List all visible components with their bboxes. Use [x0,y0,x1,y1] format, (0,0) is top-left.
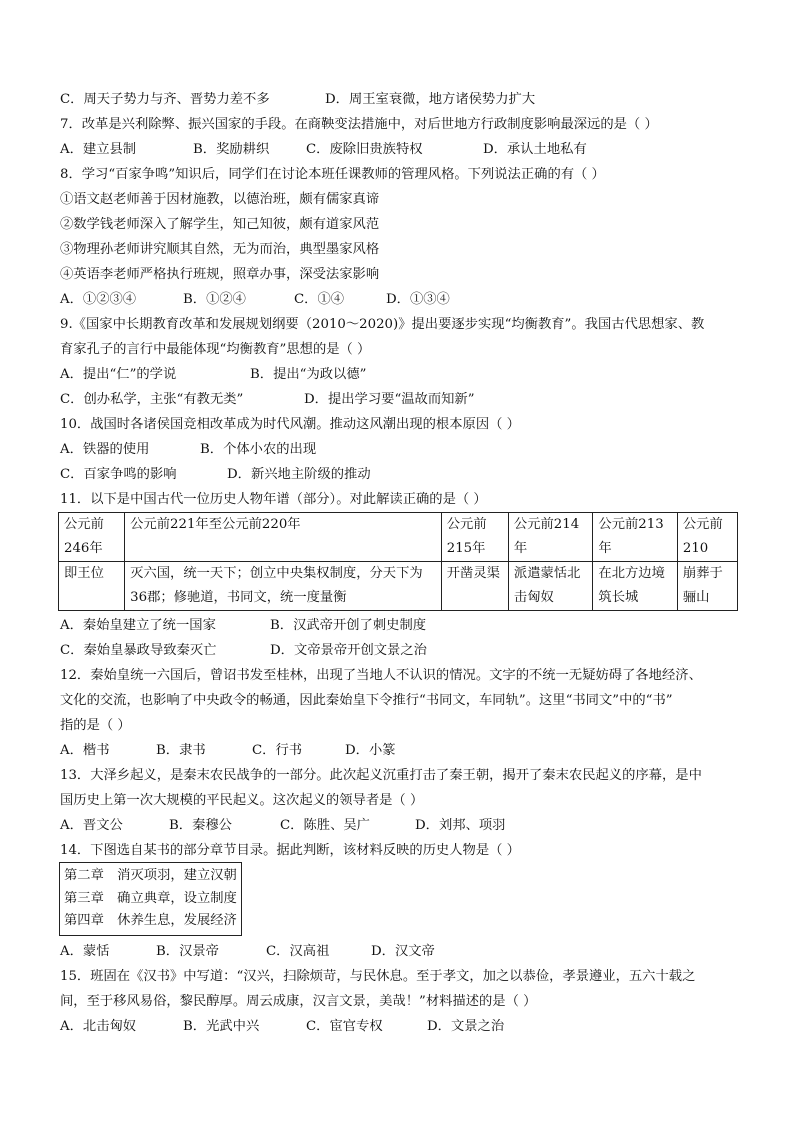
q12-option-a: A．楷书 [60,743,110,758]
year-cell: 公元前214年 [508,513,592,562]
q9-option-b: B．提出“为政以德” [250,367,367,382]
q10-stem: 10．战国时各诸侯国竞相改革成为时代风潮。推动这风潮出现的根本原因（ ） [60,417,520,432]
event-cell: 在北方边境筑长城 [593,562,677,611]
event-cell: 即王位 [59,562,125,611]
q14-option-b: B．汉景帝 [156,944,219,959]
q13-stem-line1: 13．大泽乡起义，是秦末农民战争的一部分。此次起义沉重打击了秦王朝，揭开了秦末农民起义的序幕，是中 [60,768,702,783]
q13-option-b: B．秦穆公 [169,818,232,833]
q14-stem: 14．下图选自某书的部分章节目录。据此判断，该材料反映的历史人物是（ ） [60,843,520,858]
year-cell: 公元前213年 [593,513,677,562]
chronology-table [58,512,738,611]
q14-option-a: A．蒙恬 [60,944,110,959]
q10-option-a: A．铁器的使用 [60,442,150,457]
q15-option-d: D．文景之治 [427,1019,505,1034]
toc-entry: 第四章 休养生息，发展经济 [64,913,237,928]
q7-option-c: C．废除旧贵族特权 [306,142,423,157]
q12-stem-line3: 指的是（ ） [60,718,131,733]
q15-option-b: B．光武中兴 [183,1019,260,1034]
q10-option-c: C．百家争鸣的影响 [60,467,177,482]
year-cell: 公元前221年至公元前220年 [125,513,442,562]
event-cell: 派遣蒙恬北击匈奴 [508,562,592,611]
q15-stem-line1: 15．班固在《汉书》中写道：“汉兴，扫除烦苛，与民休息。至于孝文，加之以恭俭，孝景遵业，五六十载之 [60,969,696,984]
q15-stem-line2: 间，至于移风易俗，黎民醇厚。周云成康，汉言文景，美哉！”材料描述的是（ ） [60,994,537,1009]
q8-option-c: C．①④ [294,292,345,307]
q12-option-d: D．小篆 [345,743,396,758]
q11-option-b: B．汉武帝开创了刺史制度 [270,618,427,633]
q7-option-a: A．建立县制 [60,142,137,157]
q8-option-a: A．①②③④ [60,292,137,307]
q13-option-d: D．刘邦、项羽 [415,818,506,833]
q14-option-d: D．汉文帝 [371,944,435,959]
table-row-years [59,513,738,562]
q11-option-c: C．秦始皇暴政导致秦灭亡 [60,643,217,658]
q12-stem-line2: 文化的交流，也影响了中央政令的畅通，因此秦始皇下令推行“书同文，车同轨”。这里“书同文”中的“书” [60,693,673,708]
table-of-contents-box [59,862,242,936]
q13-option-c: C．陈胜、吴广 [280,818,370,833]
q8-statement-3: ③物理孙老师讲究顺其自然，无为而治，典型墨家风格 [60,242,380,257]
q7-stem: 7．改革是兴利除弊、振兴国家的手段。在商鞅变法措施中，对后世地方行政制度影响最深远的是（ ） [60,117,658,132]
q9-option-c: C．创办私学，主张“有教无类” [60,392,244,407]
q9-option-d: D．提出学习要“温故而知新” [304,392,475,407]
q13-stem-line2: 国历史上第一次大规模的平民起义。这次起义的领导者是（ ） [60,793,424,808]
q8-option-b: B．①②④ [183,292,246,307]
q9-stem-line2: 育家孔子的言行中最能体现“均衡教育”思想的是（ ） [60,342,371,357]
q7-option-b: B．奖励耕织 [193,142,270,157]
q15-option-c: C．宦官专权 [306,1019,383,1034]
q13-option-a: A．晋文公 [60,818,123,833]
event-cell: 崩葬于骊山 [677,562,737,611]
toc-entry: 第二章 消灭项羽，建立汉朝 [64,868,237,883]
q12-option-b: B．隶书 [156,743,206,758]
q6-option-d: D．周王室衰微，地方诸侯势力扩大 [325,92,536,107]
q14-option-c: C．汉高祖 [266,944,330,959]
q8-statement-4: ④英语李老师严格执行班规，照章办事，深受法家影响 [60,267,380,282]
q12-option-c: C．行书 [252,743,303,758]
q15-option-a: A．北击匈奴 [60,1019,137,1034]
event-cell: 开凿灵渠 [441,562,508,611]
q12-stem-line1: 12．秦始皇统一六国后，曾诏书发至桂林，出现了当地人不认识的情况。文字的不统一无疑妨碍了各地经济、 [60,668,702,683]
toc-entry: 第三章 确立典章，设立制度 [64,890,237,906]
table-row-events [59,562,738,611]
q8-statement-2: ②数学钱老师深入了解学生，知己知彼，颇有道家风范 [60,217,380,232]
q10-option-b: B．个体小农的出现 [200,442,317,457]
year-cell: 公元前210 [677,513,737,562]
q6-option-c: C．周天子势力与齐、晋势力差不多 [60,92,270,107]
q8-stem: 8．学习“百家争鸣”知识后，同学们在讨论本班任课教师的管理风格。下列说法正确的有（ ） [60,167,605,182]
q11-stem: 11．以下是中国古代一位历史人物年谱（部分）。对此解读正确的是（ ） [60,492,487,507]
q11-option-a: A．秦始皇建立了统一国家 [60,618,216,633]
q11-option-d: D．文帝景帝开创文景之治 [270,643,427,658]
event-cell: 灭六国，统一天下；创立中央集权制度，分天下为36郡；修驰道，书同文，统一度量衡 [125,562,442,611]
q9-stem-line1: 9.《国家中长期教育改革和发展规划纲要（2010～2020)》提出要逐步实现“均衡教育”。我国古代思想家、教 [60,317,705,332]
q9-option-a: A．提出“仁”的学说 [60,367,177,382]
year-cell: 公元前246年 [59,513,125,562]
year-cell: 公元前215年 [441,513,508,562]
q10-option-d: D．新兴地主阶级的推动 [227,467,371,482]
q7-option-d: D．承认土地私有 [483,142,587,157]
q8-statement-1: ①语文赵老师善于因材施教，以德治班，颇有儒家真谛 [60,192,380,207]
q8-option-d: D．①③④ [386,292,450,307]
